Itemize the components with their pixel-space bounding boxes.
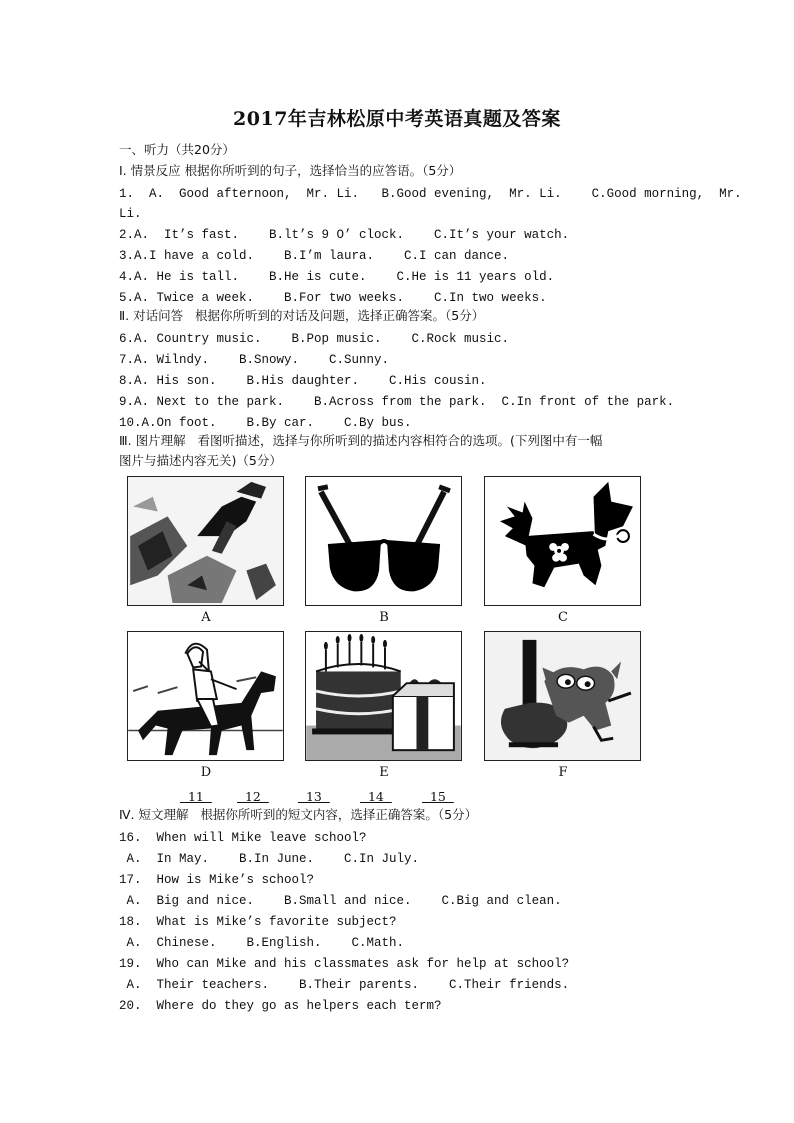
question-line: A. In May. B.In June. C.In July. — [119, 852, 420, 866]
question-line: 18. What is Mike’s favorite subject? — [119, 915, 397, 929]
picture-label-b: B — [379, 610, 389, 625]
dog-illustration — [485, 477, 640, 605]
horse-rider-illustration — [128, 632, 283, 760]
question-line: A. Big and nice. B.Small and nice. C.Big and clean. — [119, 894, 562, 908]
picture-c-dog — [484, 476, 641, 606]
answer-blank-15[interactable]: 15 — [422, 789, 454, 804]
sunglasses-illustration — [306, 477, 461, 605]
picture-b-sunglasses — [305, 476, 462, 606]
part4-heading: Ⅳ. 短文理解 根据你所听到的短文内容，选择正确答案。（5分） — [119, 807, 478, 822]
picture-d-horse-rider — [127, 631, 284, 761]
part3-heading: Ⅲ. 图片理解 看图听描述，选择与你所听到的描述内容相符合的选项。(下列图中有一幅 — [119, 433, 603, 448]
part1-heading: Ⅰ. 情景反应 根据你所听到的句子，选择恰当的应答语。（5分） — [119, 163, 462, 178]
answer-blank-14[interactable]: 14 — [360, 789, 392, 804]
question-line: 6.A. Country music. B.Pop music. C.Rock music. — [119, 332, 510, 346]
picture-f-cat-guitar — [484, 631, 641, 761]
part3-heading-cont: 图片与描述内容无关)（5分） — [119, 453, 282, 468]
picture-label-e: E — [379, 765, 389, 780]
question-line: 3.A.I have a cold. B.I’m laura. C.I can dance. — [119, 249, 510, 263]
question-line: 20. Where do they go as helpers each term? — [119, 999, 442, 1013]
cake-gift-illustration — [306, 632, 461, 760]
cat-guitar-illustration — [485, 632, 640, 760]
question-line: Li. — [119, 207, 142, 221]
question-line: 7.A. Wilndy. B.Snowy. C.Sunny. — [119, 353, 390, 367]
page-title: 2017年吉林松原中考英语真题及答案 — [233, 108, 561, 130]
diver-illustration — [128, 477, 283, 605]
question-line: 10.A.On foot. B.By car. C.By bus. — [119, 416, 412, 430]
question-line: 1. A. Good afternoon, Mr. Li. B.Good evening, Mr. Li. C.Good morning, Mr. — [119, 187, 742, 201]
picture-label-d: D — [200, 765, 212, 780]
section-listening-heading: 一、听力（共20分） — [119, 142, 235, 157]
picture-label-c: C — [558, 610, 568, 625]
question-line: 16. When will Mike leave school? — [119, 831, 367, 845]
question-line: 5.A. Twice a week. B.For two weeks. C.In two weeks. — [119, 291, 547, 305]
picture-a-diver — [127, 476, 284, 606]
answer-blank-12[interactable]: 12 — [237, 789, 269, 804]
question-line: 17. How is Mike’s school? — [119, 873, 315, 887]
question-line: A. Chinese. B.English. C.Math. — [119, 936, 405, 950]
picture-label-f: F — [558, 765, 568, 780]
answer-blank-11[interactable]: 11 — [180, 789, 212, 804]
question-line: 19. Who can Mike and his classmates ask for help at school? — [119, 957, 570, 971]
question-line: 9.A. Next to the park. B.Across from the park. C.In front of the park. — [119, 395, 675, 409]
question-line: 8.A. His son. B.His daughter. C.His cousin. — [119, 374, 487, 388]
question-line: 2.A. It’s fast. B.lt’s 9 O’ clock. C.It’s your watch. — [119, 228, 570, 242]
picture-label-a: A — [201, 610, 211, 625]
answer-blank-13[interactable]: 13 — [298, 789, 330, 804]
picture-e-cake-gift — [305, 631, 462, 761]
question-line: 4.A. He is tall. B.He is cute. C.He is 11 years old. — [119, 270, 555, 284]
question-line: A. Their teachers. B.Their parents. C.Their friends. — [119, 978, 570, 992]
part2-heading: Ⅱ. 对话问答 根据你所听到的对话及问题，选择正确答案。（5分） — [119, 308, 485, 323]
